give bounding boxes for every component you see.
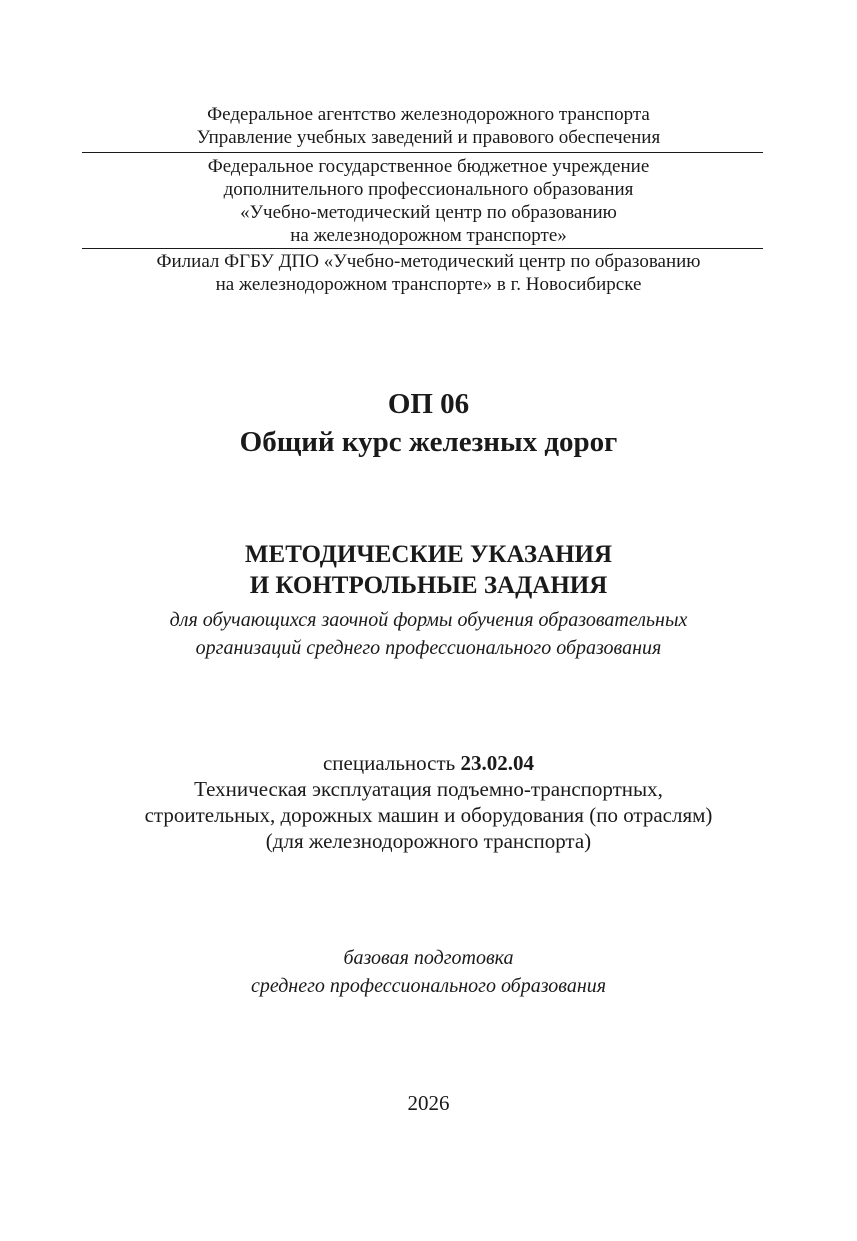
- branch-line: Филиал ФГБУ ДПО «Учебно-методический центр по образованию: [156, 251, 701, 272]
- institution-block: [0, 155, 857, 247]
- document-type-line: МЕТОДИЧЕСКИЕ УКАЗАНИЯ: [244, 541, 613, 568]
- agency-line: Управление учебных заведений и правового обеспечения: [196, 127, 661, 148]
- specialty-line: Техническая эксплуатация подъемно-транспортных,: [194, 777, 663, 801]
- discipline-title: [0, 385, 857, 461]
- publication-year: 2026: [407, 1091, 450, 1115]
- audience-line: организаций среднего профессионального образования: [195, 637, 662, 659]
- header-divider: [82, 248, 763, 249]
- branch-block: [0, 250, 857, 296]
- audience-line: для обучающихся заочной формы обучения образовательных: [169, 609, 688, 631]
- specialty-line: (для железнодорожного транспорта): [265, 829, 592, 853]
- audience-block: [0, 606, 857, 662]
- training-line: среднего профессионального образования: [250, 975, 607, 997]
- document-type: [0, 539, 857, 601]
- discipline-code: ОП 06: [387, 388, 470, 420]
- specialty-label: специальность: [322, 751, 461, 775]
- document-type-line: И КОНТРОЛЬНЫЕ ЗАДАНИЯ: [249, 572, 608, 599]
- specialty-heading: [0, 750, 857, 776]
- institution-line: на железнодорожном транспорте»: [290, 225, 567, 246]
- training-line: базовая подготовка: [343, 947, 514, 969]
- specialty-line: строительных, дорожных машин и оборудования (по отраслям): [144, 803, 713, 827]
- institution-line: Федеральное государственное бюджетное учреждение: [207, 156, 650, 177]
- specialty-block: [0, 750, 857, 854]
- specialty-code: 23.02.04: [460, 751, 534, 775]
- discipline-name: Общий курс железных дорог: [239, 426, 618, 458]
- agency-line: Федеральное агентство железнодорожного транспорта: [207, 104, 650, 125]
- training-block: [0, 944, 857, 1000]
- header-divider: [82, 152, 763, 153]
- agency-block: [0, 103, 857, 149]
- institution-line: дополнительного профессионального образования: [223, 179, 634, 200]
- institution-line: «Учебно-методический центр по образованию: [240, 202, 617, 223]
- branch-line: на железнодорожном транспорте» в г. Новосибирске: [215, 274, 642, 295]
